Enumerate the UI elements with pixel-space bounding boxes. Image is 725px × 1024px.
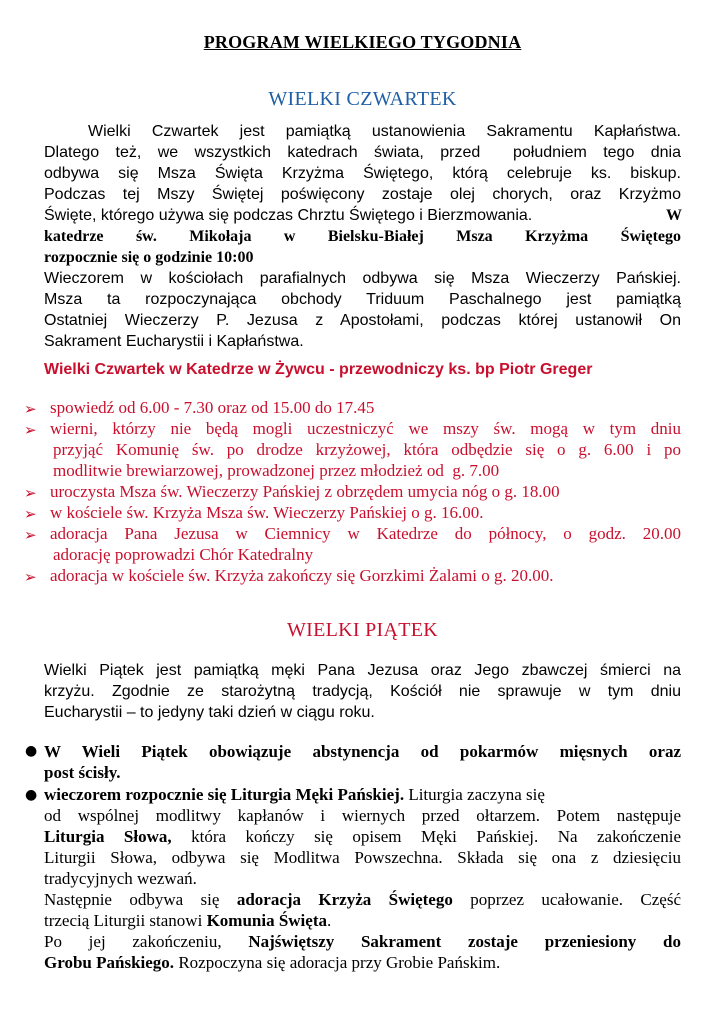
chrism-mass-info: katedrze św. Mikołaja w Bielsku-Białej Msza Krzyżma Świętego bbox=[44, 228, 681, 245]
arrow-bullet-icon: ➢ bbox=[24, 421, 37, 439]
schedule-item-cont: przyjąć Komunię św. po drodze krzyżowej, która odbędzie się o g. 6.00 i po bbox=[53, 440, 681, 459]
thursday-heading: WIELKI CZWARTEK bbox=[268, 88, 457, 110]
abstinence-note: W Wieli Piątek obowiązuje abstynencja od pokarmów mięsnych oraz bbox=[44, 742, 681, 761]
cathedral-heading: Wielki Czwartek w Katedrze w Żywcu - przewodniczy ks. bp Piotr Greger bbox=[44, 361, 593, 378]
liturgy-line: od wspólnej modlitwy kapłanów i wiernych przed ołtarzem. Potem następuje bbox=[44, 806, 681, 825]
liturgy-line: Grobu Pańskiego. Rozpoczyna się adoracja przy Grobie Pańskim. bbox=[44, 953, 501, 972]
arrow-bullet-icon: ➢ bbox=[24, 568, 37, 586]
schedule-item: uroczysta Msza św. Wieczerzy Pańskiej z obrzędem umycia nóg o g. 18.00 bbox=[50, 482, 560, 501]
friday-intro-line: krzyżu. Zgodnie ze starożytną tradycją, Kościół nie sprawuje w tym dniu bbox=[44, 683, 681, 700]
schedule-item-cont: modlitwie brewiarzowej, prowadzonej przez młodzież od g. 7.00 bbox=[53, 461, 500, 480]
thursday-intro-line: Święte, którego używa się podczas Chrztu Świętego i Bierzmowania. bbox=[44, 207, 533, 224]
thursday-intro-line: Wielki Czwartek jest pamiątką ustanowienia Sakramentu Kapłaństwa. bbox=[88, 123, 681, 140]
bullet-icon: ● bbox=[25, 787, 38, 803]
liturgy-line: Po jej zakończeniu, Najświętszy Sakrament zostaje przeniesiony do bbox=[44, 932, 681, 951]
abstinence-note-cont: post ścisły. bbox=[44, 763, 121, 782]
liturgy-line: Liturgia Słowa, która kończy się opisem Męki Pańskiej. Na zakończenie bbox=[44, 827, 681, 846]
arrow-bullet-icon: ➢ bbox=[24, 505, 37, 523]
liturgy-line: trzecią Liturgii stanowi Komunia Święta. bbox=[44, 911, 332, 930]
thursday-evening-line: Sakrament Eucharystii i Kapłaństwa. bbox=[44, 333, 304, 350]
arrow-bullet-icon: ➢ bbox=[24, 526, 37, 544]
page-title: PROGRAM WIELKIEGO TYGODNIA bbox=[203, 32, 522, 52]
friday-intro-line: Wielki Piątek jest pamiątką męki Pana Jezusa oraz Jego zbawczej śmierci na bbox=[44, 662, 681, 679]
friday-heading: WIELKI PIĄTEK bbox=[286, 619, 439, 641]
schedule-item-cont: adorację poprowadzi Chór Katedralny bbox=[53, 545, 314, 564]
schedule-item: spowiedź od 6.00 - 7.30 oraz od 15.00 do 17.45 bbox=[50, 398, 375, 417]
bullet-icon: ● bbox=[25, 743, 38, 759]
thursday-evening-line: Msza ta rozpoczynająca obchody Triduum Paschalnego jest pamiątką bbox=[44, 291, 681, 308]
liturgy-start: wieczorem rozpocznie się Liturgia Męki Pańskiej. Liturgia zaczyna się bbox=[44, 785, 545, 804]
thursday-evening-line: Ostatniej Wieczerzy P. Jezusa z Apostołami, podczas której ustanowił On bbox=[44, 312, 681, 329]
schedule-item: wierni, którzy nie będą mogli uczestniczyć we mszy św. mogą w tym dniu bbox=[50, 419, 681, 438]
thursday-intro-line: odbywa się Msza Święta Krzyżma Świętego, którą celebruje ks. biskup. bbox=[44, 165, 681, 182]
schedule-item: adoracja w kościele św. Krzyża zakończy się Gorzkimi Żalami o g. 20.00. bbox=[50, 566, 554, 585]
liturgy-line: Liturgii Słowa, odbywa się Modlitwa Powszechna. Składa się ona z dziesięciu bbox=[44, 848, 681, 867]
thursday-evening-line: Wieczorem w kościołach parafialnych odbywa się Msza Wieczerzy Pańskiej. bbox=[44, 270, 681, 287]
chrism-mass-time: rozpocznie się o godzinie 10:00 bbox=[44, 249, 254, 266]
friday-intro-line: Eucharystii – to jedyny taki dzień w ciągu roku. bbox=[44, 704, 375, 721]
thursday-bold-start: W bbox=[666, 207, 682, 224]
thursday-intro-line: Dlatego też, we wszystkich katedrach świata, przed południem tego dnia bbox=[44, 144, 681, 161]
liturgy-line: Następnie odbywa się adoracja Krzyża Świętego poprzez ucałowanie. Część bbox=[44, 890, 682, 909]
schedule-item: adoracja Pana Jezusa w Ciemnicy w Katedrze do północy, o godz. 20.00 bbox=[50, 524, 681, 543]
arrow-bullet-icon: ➢ bbox=[24, 484, 37, 502]
arrow-bullet-icon: ➢ bbox=[24, 400, 37, 418]
thursday-intro-line: Podczas tej Mszy Świętej poświęcony zostaje olej chorych, oraz Krzyżmo bbox=[44, 186, 681, 203]
liturgy-line: tradycyjnych wezwań. bbox=[44, 869, 197, 888]
schedule-item: w kościele św. Krzyża Msza św. Wieczerzy Pańskiej o g. 16.00. bbox=[50, 503, 484, 522]
